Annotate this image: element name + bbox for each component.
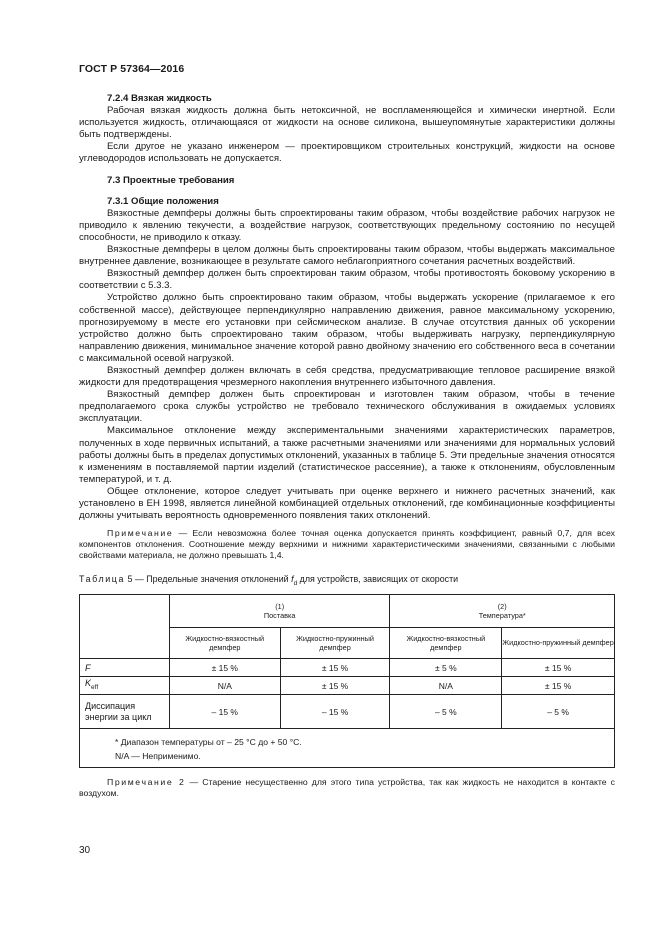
note-2 xyxy=(79,777,615,799)
table-footnote: N/A — Неприменимо. xyxy=(115,751,201,762)
subheader-cell: Жидкостно-пружинный демпфер xyxy=(280,628,390,659)
group-header-temperature: (2) Температура* xyxy=(390,595,615,628)
paragraph: Вязкостные демпферы должны быть спроектированы таким образом, чтобы воздействие рабочих нагрузок не приводило к явлению текучести, а воздействие нагрузок, соответствующих предельному состоянию по несущей способности, не приводило к отказу. xyxy=(79,207,615,243)
paragraph: Вязкостные демпферы в целом должны быть спроектированы таким образом, чтобы выдержать максимальное внутреннее давление, возникающее в результате самого неблагоприятного сочетания расчетных воздействий. xyxy=(79,244,615,268)
paragraph: Общее отклонение, которое следует учитывать при оценке верхнего и нижнего расчетных значений, как установлено в ЕН 1998, является линейной комбинацией отдельных отклонений, где комбинационные коэффициенты должны учитывать вероятность одновременного появления таких отклонений. xyxy=(79,485,615,522)
table-cell: ± 15 % xyxy=(502,659,615,677)
paragraph: Устройство должно быть спроектировано таким образом, чтобы выдержать ускорение (прилагаемое к его собственной массе), действующее перпендикулярно направлению движения, равное максимальному ускорению, прогнозируемому в месте его установки при сейсмическом анализе. В случае отсутствия данных об ускорении устройство должно быть спроектировано таким образом, чтобы выдерживать нагрузку, перпендикулярную направлению движения, минимальное значение которой равно двойному значению его собственного веса в сочетании с максимальной осевой нагрузкой. xyxy=(79,292,615,364)
row-label: $K_{eff}$ xyxy=(80,677,170,695)
table-cell: ± 15 % xyxy=(280,677,390,695)
group-header-delivery: (1) Поставка xyxy=(169,595,390,628)
table-cell: ± 15 % xyxy=(169,659,280,677)
row-label: Диссипация энергии за цикл xyxy=(80,695,170,729)
paragraph: Вязкостный демпфер должен включать в себя средства, предусматривающие тепловое расширение вязкой жидкости для предотвращения чрезмерного накопления внутреннего избыточного давления. xyxy=(79,364,615,389)
table-row xyxy=(80,695,615,729)
note-1-label: Примечание xyxy=(107,528,174,539)
table-row xyxy=(80,659,615,677)
table-5-caption: Таблица 5 — Предельные значения отклонений $f_d$ для устройств, зависящих от скорости xyxy=(79,574,459,587)
note-2-label: Примечание 2 xyxy=(107,777,186,788)
table-5 xyxy=(79,594,615,768)
section-731-title: 7.3.1 Общие положения xyxy=(107,195,219,207)
table-cell: – 15 % xyxy=(169,695,280,729)
subheader-cell: Жидкостно-пружинный демпфер xyxy=(502,628,615,659)
table-row xyxy=(80,677,615,695)
table-cell: N/A xyxy=(169,677,280,695)
note-1 xyxy=(79,528,615,561)
table-cell: ± 15 % xyxy=(502,677,615,695)
subheader-cell: Жидкостно-вязкостный демпфер xyxy=(390,628,502,659)
table-cell: N/A xyxy=(390,677,502,695)
subheader-cell: Жидкостно-вязкостный демпфер xyxy=(169,628,280,659)
section-724-title: 7.2.4 Вязкая жидкость xyxy=(107,93,212,104)
paragraph: Вязкостный демпфер должен быть спроектирован и изготовлен таким образом, чтобы в течение предполагаемого срока службы устройство не требовало технического обслуживания в ожидаемых условиях эксплуатации. xyxy=(79,389,615,425)
table-cell: ± 5 % xyxy=(390,659,502,677)
section-73-title: 7.3 Проектные требования xyxy=(107,174,235,186)
table-cell: ± 15 % xyxy=(280,659,390,677)
table-footnote: * Диапазон температуры от – 25 °С до + 50 °С. xyxy=(115,737,302,748)
page-content xyxy=(79,93,615,799)
paragraph: Если другое не указано инженером — проектировщиком строительных конструкций, жидкости на основе углеводородов использовать не допускается. xyxy=(79,141,615,165)
note-2-text: — Старение несущественно для этого типа устройства, так как жидкость не находится в контакте с воздухом. xyxy=(79,777,615,799)
table-cell: – 15 % xyxy=(280,695,390,729)
row-label: F xyxy=(80,659,170,677)
standard-header: ГОСТ Р 57364—2016 xyxy=(79,63,185,75)
note-1-text: — Если невозможна более точная оценка допускается принять коэффициент, равный 0,7, для всех компонентов отклонения. Соотношение между верхними и нижними характеристическими значениями, связанными с любыми свойствами материала, не должно превышать 1,4. xyxy=(79,528,615,561)
table-cell: – 5 % xyxy=(390,695,502,729)
table-cell: – 5 % xyxy=(502,695,615,729)
paragraph: Вязкостный демпфер должен быть спроектирован таким образом, чтобы противостоять боковому ускорению в соответствии с 5.3.3. xyxy=(79,268,615,292)
page-number: 30 xyxy=(79,845,91,856)
table-corner-cell xyxy=(80,595,170,659)
table-footnotes xyxy=(80,729,615,768)
paragraph: Максимальное отклонение между экспериментальными значениями характеристических параметров, полученных в ходе первичных испытаний, а также расчетными значениями или значениями для нормальных условий работы должны быть в пределах допустимых отклонений, указанных в таблице 5. Эти предельные значения относятся к изменениям в поставляемой партии изделий (статистическое рассеяние), а также к отклонениям, обусловленным температурой, и т. д. xyxy=(79,425,615,485)
table-caption-label: Таблица xyxy=(79,574,125,585)
paragraph: Рабочая вязкая жидкость должна быть нетоксичной, не воспламеняющейся и химически инертной. Если используется жидкость, отличающаяся от жидкости на основе силикона, вышеупомянутые характеристики должны быть подтверждены. xyxy=(79,105,615,141)
